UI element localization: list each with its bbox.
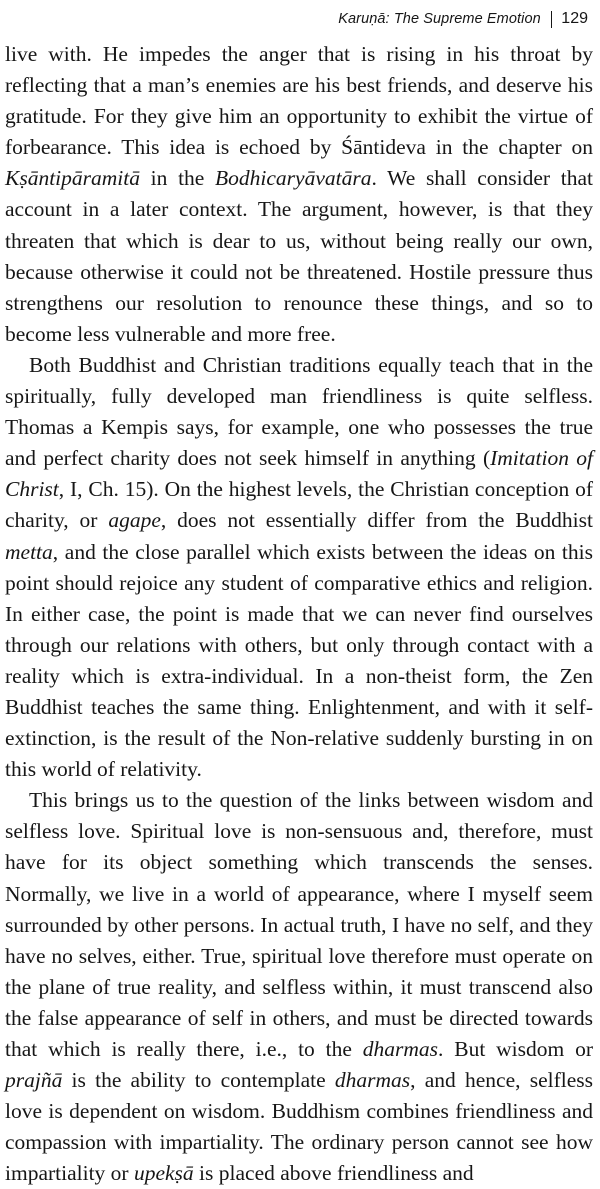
title-imitation-of-christ: Imitation of Christ: [5, 446, 593, 502]
paragraph-3-text: is placed above friendliness and: [193, 1161, 474, 1186]
paragraph-1-text: in the: [140, 166, 216, 191]
paragraph-2-text: , I, Ch. 15). On the highest levels, the Christian conception of charity, or: [5, 477, 593, 533]
term-metta: metta: [5, 539, 53, 564]
paragraph-3-text: is the ability to contemplate: [62, 1068, 335, 1093]
term-upeksa: upekṣā: [133, 1161, 194, 1186]
term-ksantiparamita: Kṣāntipāramitā: [5, 166, 140, 191]
paragraph-2-text: Both Buddhist and Christian traditions equally teach that in the spiritually, fully developed man friendliness is quite selfless. Thomas a Kempis says, for example, one who possesses the true and perfect charity does not seek himself in anything (: [5, 352, 593, 471]
paragraph-3-text: . But wisdom or: [438, 1037, 593, 1061]
term-dharmas: dharmas: [362, 1037, 439, 1061]
term-bodhicaryavatara: Bodhicaryāvatāra: [215, 166, 372, 191]
running-head-separator: [551, 11, 553, 28]
paragraph-1: [5, 39, 593, 350]
running-head-title: Karuṇā: The Supreme Emotion: [338, 11, 541, 27]
page-number: 129: [561, 10, 588, 27]
paragraph-2-text: , does not essentially differ from the Buddhist: [160, 508, 593, 533]
paragraph-1-text: live with. He impedes the anger that is rising in his throat by reflecting that a man’s enemies are his best friends, and deserve his gratitude. For they give him an opportunity to exhibit the virtue of forbearance. This idea is echoed by Śāntideva in the chapter on: [5, 42, 593, 160]
paragraph-3-text: This brings us to the question of the links between wisdom and selfless love. Spiritual love is non-sensuous and, therefore, must have for its object something which transcends the senses. Normally, we live in a world of appearance, where I myself seem surrounded by other persons. In actual truth, I have no self, and they have no selves, either. True, spiritual love therefore must operate on the plane of true reality, and selfless within, it must transcend also the false appearance of self in others, and must be directed towards that which is really there, i.e., to the: [5, 788, 593, 1061]
term-dharmas: dharmas: [334, 1068, 411, 1093]
running-head: [338, 6, 588, 32]
term-agape: agape: [108, 508, 161, 533]
paragraph-2-text: , and the close parallel which exists between the ideas on this point should rejoice any student of comparative ethics and religion. In either case, the point is made that we can never find ourselves through our relations with others, but only through contact with a reality which is extra-individual. In a non-theist form, the Zen Buddhist teaches the same thing. Enlightenment, and with it self-extinction, is the result of the Non-relative suddenly bursting in on this world of relativity.: [5, 539, 593, 782]
paragraph-2: [5, 350, 593, 785]
paragraph-3: [5, 785, 593, 1189]
paragraph-1-text: . We shall consider that account in a later context. The argument, however, is that they threaten that which is dear to us, without being really our own, because otherwise it could not be threatened. Hostile pressure thus strengthens our resolution to renounce these things, and so to become less vulnerable and more free.: [5, 166, 593, 346]
paragraph-3-text: , and hence, selfless love is dependent on wisdom. Buddhism combines friendliness and compassion with impartiality. The ordinary person cannot see how impartiality or: [5, 1068, 593, 1186]
term-prajna: prajñā: [5, 1068, 63, 1093]
body-text: [5, 39, 593, 1189]
